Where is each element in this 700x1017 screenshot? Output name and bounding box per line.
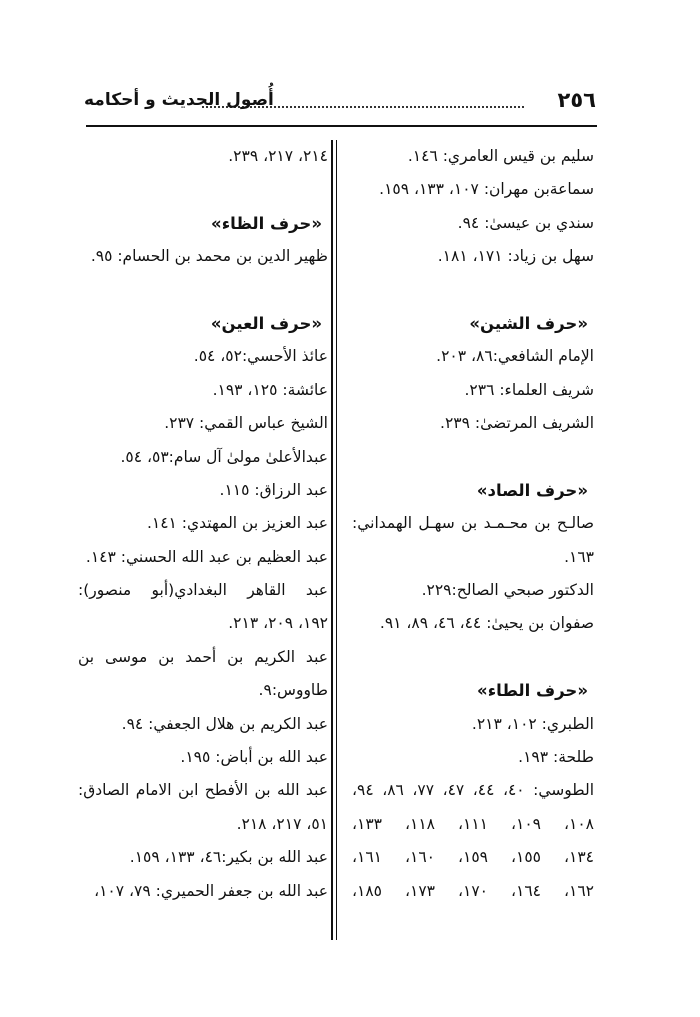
section-heading: «حرف الطاء» — [477, 681, 588, 701]
index-entry: ٥١، ٢١٧، ٢١٨. — [236, 814, 328, 833]
index-entry: ١٦٢، ١٦٤، ١٧٠، ١٧٣، ١٨٥، — [352, 881, 594, 900]
right-column — [352, 140, 594, 908]
index-entry: عبد الرزاق: ١١٥. — [219, 480, 328, 499]
section-heading: «حرف الشين» — [469, 313, 588, 333]
index-entry: عبدالأعلىٰ مولىٰ آل سام:٥٣، ٥٤. — [120, 447, 328, 466]
spacer — [78, 173, 328, 206]
section-heading: «حرف الصاد» — [476, 480, 588, 500]
index-entry: عبد القاهر البغدادي(أبو منصور): — [78, 581, 328, 600]
index-entry: الطبري: ١٠٢، ٢١٣. — [471, 714, 594, 733]
index-entry: عبد الله بن أباض: ١٩٥. — [180, 748, 328, 767]
index-entry: الطوسي: ٤٠، ٤٤، ٤٧، ٧٧، ٨٦، ٩٤، — [352, 781, 595, 800]
index-entry: شريف العلماء: ٢٣٦. — [464, 380, 594, 399]
spacer — [352, 641, 594, 674]
section-heading: «حرف الظاء» — [211, 213, 322, 233]
page-header — [84, 86, 596, 116]
spacer — [352, 441, 594, 474]
running-title: أُصول الحديث و أحكامه — [84, 90, 274, 110]
index-entry: عبد الكريم بن هلال الجعفي: ٩٤. — [121, 714, 328, 733]
section-heading: «حرف العين» — [210, 313, 322, 333]
index-entry: عائذ الأحسي:٥٢، ٥٤. — [193, 347, 328, 366]
index-entry: عائشة: ١٢٥، ١٩٣. — [212, 380, 328, 399]
column-divider — [331, 140, 334, 940]
index-entry: ظهير الدين بن محمد بن الحسام: ٩٥. — [90, 247, 328, 266]
index-entry: عبد الله بن بكير:٤٦، ١٣٣، ١٥٩. — [129, 848, 328, 867]
header-rule — [86, 125, 597, 127]
index-entry: عبد العزيز بن المهتدي: ١٤١. — [146, 514, 328, 533]
index-entry: ١٣٤، ١٥٥، ١٥٩، ١٦٠، ١٦١، — [352, 848, 594, 867]
index-entry: الشيخ عباس القمي: ٢٣٧. — [164, 414, 328, 433]
index-entry: سندي بن عيسىٰ: ٩٤. — [457, 213, 594, 232]
index-entry: طاووس:٩. — [258, 681, 328, 700]
column-divider-thin — [336, 140, 338, 940]
index-entry: صفوان بن يحيىٰ: ٤٤، ٤٦، ٨٩، ٩١. — [379, 614, 594, 633]
left-column — [78, 140, 328, 908]
index-entry: طلحة: ١٩٣. — [518, 748, 594, 767]
index-entry: ١٦٣. — [564, 547, 594, 566]
page-number: ٢٥٦ — [557, 88, 596, 112]
index-entry: عبد الله بن جعفر الحميري: ٧٩، ١٠٧، — [94, 881, 328, 900]
index-entry: عبد الله بن الأفطح ابن الامام الصادق: — [78, 781, 328, 800]
index-entry: سهل بن زياد: ١٧١، ١٨١. — [437, 247, 594, 266]
index-entry: ١٠٨، ١٠٩، ١١١، ١١٨، ١٣٣، — [352, 814, 594, 833]
index-entry: الدكتور صبحي الصالح:٢٢٩. — [421, 581, 594, 600]
spacer — [78, 274, 328, 307]
index-entry: ١٩٢، ٢٠٩، ٢١٣. — [228, 614, 328, 633]
index-entry: عبد الكريم بن أحمد بن موسى بن — [78, 647, 328, 666]
index-entry: الإمام الشافعي:٨٦، ٢٠٣. — [436, 347, 594, 366]
index-entry: عبد العظيم بن عبد الله الحسني: ١٤٣. — [85, 547, 328, 566]
index-entry: سليم بن قيس العامري: ١٤٦. — [407, 147, 594, 165]
index-entry: سماعةبن مهران: ١٠٧، ١٣٣، ١٥٩. — [379, 180, 594, 199]
index-entry: ٢١٤، ٢١٧، ٢٣٩. — [228, 147, 328, 165]
spacer — [352, 274, 594, 307]
index-entry: صالـح بن محـمـد بن سهـل الهمداني: — [352, 514, 594, 533]
index-entry: الشريف المرتضىٰ: ٢٣٩. — [440, 414, 594, 433]
